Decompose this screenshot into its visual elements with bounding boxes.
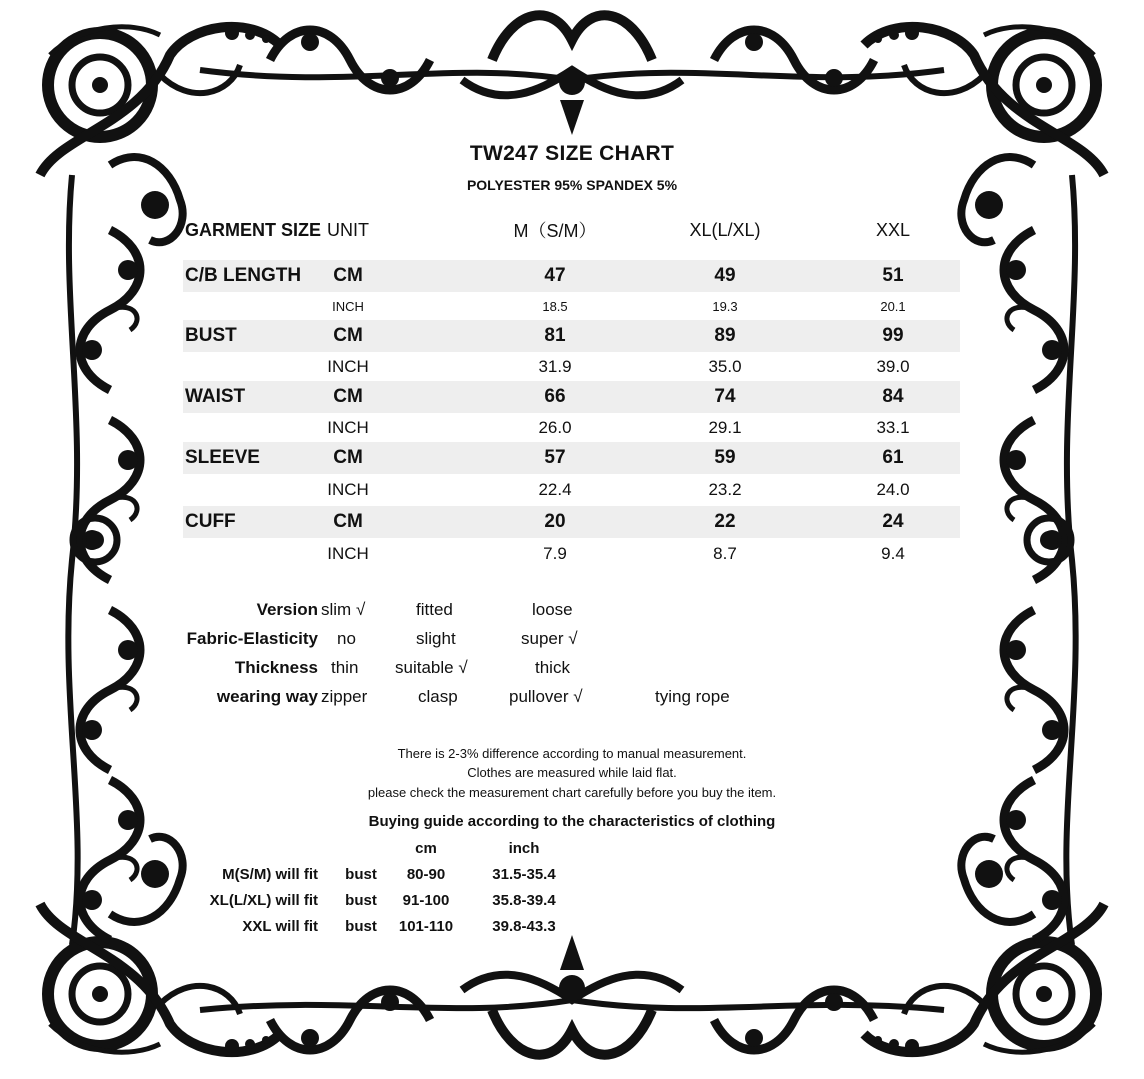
cell-xxl: 99 xyxy=(882,325,904,346)
guide-part: bust xyxy=(345,892,377,909)
feature-label: wearing way xyxy=(216,687,318,706)
guide-header-cm: cm xyxy=(415,840,437,857)
feature-label: Thickness xyxy=(234,658,318,677)
row-unit: INCH xyxy=(327,417,369,437)
feature-option: slim √ xyxy=(321,600,366,619)
row-label: C/B LENGTH xyxy=(185,265,302,286)
row-unit: INCH xyxy=(327,544,369,563)
row-unit: INCH xyxy=(332,298,364,314)
feature-option: thick xyxy=(535,658,570,677)
measurement-note: Clothes are measured while laid flat. xyxy=(467,765,677,780)
table-row xyxy=(183,260,960,292)
row-label: CUFF xyxy=(185,511,236,532)
feature-option: no xyxy=(337,629,356,648)
measurement-note: There is 2-3% difference according to manual measurement. xyxy=(397,746,747,761)
feature-row-elasticity xyxy=(0,629,1144,658)
guide-header-row xyxy=(0,840,1144,866)
guide-row xyxy=(0,866,1144,892)
table-row xyxy=(183,352,960,381)
feature-option: slight xyxy=(416,629,456,648)
feature-option: fitted xyxy=(416,600,453,619)
cell-xxl: 51 xyxy=(882,265,904,286)
row-label: BUST xyxy=(185,325,237,346)
feature-list xyxy=(0,600,1144,716)
cell-xxl: 33.1 xyxy=(876,417,910,437)
header-size-m: M（S/M） xyxy=(513,221,597,241)
feature-label: Version xyxy=(256,600,318,619)
table-row xyxy=(183,538,960,570)
row-unit: INCH xyxy=(327,356,369,376)
row-unit: CM xyxy=(333,325,363,346)
cell-xl: 89 xyxy=(714,325,736,346)
feature-option: zipper xyxy=(321,687,368,706)
row-unit: CM xyxy=(333,511,363,532)
row-unit: INCH xyxy=(327,480,369,499)
cell-xl: 35.0 xyxy=(708,356,742,376)
cell-m: 47 xyxy=(544,265,566,286)
guide-inch: 39.8-43.3 xyxy=(492,918,556,935)
feature-option: thin xyxy=(331,658,359,677)
cell-m: 31.9 xyxy=(538,356,572,376)
cell-xl: 8.7 xyxy=(713,544,737,563)
cell-xxl: 39.0 xyxy=(876,356,910,376)
fabric-composition: POLYESTER 95% SPANDEX 5% xyxy=(466,177,678,193)
row-unit: CM xyxy=(333,386,363,407)
guide-inch: 35.8-39.4 xyxy=(492,892,556,909)
cell-xl: 22 xyxy=(714,511,736,532)
guide-cm: 91-100 xyxy=(402,892,450,909)
header-garment-size: GARMENT SIZE xyxy=(185,220,322,240)
row-unit: CM xyxy=(333,265,363,286)
cell-xxl: 84 xyxy=(882,386,904,407)
guide-cm: 80-90 xyxy=(406,866,446,883)
cell-xl: 74 xyxy=(714,386,736,407)
chart-title: TW247 SIZE CHART xyxy=(469,142,675,165)
guide-row xyxy=(0,918,1144,944)
row-unit: CM xyxy=(333,447,363,468)
cell-m: 81 xyxy=(544,325,566,346)
table-row xyxy=(183,506,960,538)
guide-row xyxy=(0,892,1144,918)
cell-m: 26.0 xyxy=(538,417,572,437)
measurement-note: please check the measurement chart carefully before you buy the item. xyxy=(367,785,777,800)
feature-option: clasp xyxy=(418,687,458,706)
table-header-row xyxy=(183,200,960,260)
table-row xyxy=(183,381,960,413)
header-size-xxl: XXL xyxy=(875,219,911,240)
guide-size: XL(L/XL) will fit xyxy=(209,892,318,909)
feature-row-thickness xyxy=(0,658,1144,687)
header-size-xl: XL(L/XL) xyxy=(689,219,761,240)
table-row xyxy=(183,320,960,352)
feature-option: suitable √ xyxy=(395,658,468,677)
guide-inch: 31.5-35.4 xyxy=(492,866,556,883)
guide-part: bust xyxy=(345,866,377,883)
guide-part: bust xyxy=(345,918,377,935)
table-row xyxy=(183,474,960,506)
cell-m: 20 xyxy=(544,511,566,532)
cell-m: 57 xyxy=(544,447,566,468)
guide-size: XXL will fit xyxy=(242,918,318,935)
cell-xl: 59 xyxy=(714,447,736,468)
cell-xxl: 24.0 xyxy=(876,480,910,499)
feature-row-version xyxy=(0,600,1144,629)
cell-xl: 49 xyxy=(714,265,736,286)
feature-label: Fabric-Elasticity xyxy=(186,629,318,648)
cell-xxl: 24 xyxy=(882,511,904,532)
table-row xyxy=(183,413,960,442)
header-unit: UNIT xyxy=(327,219,369,240)
feature-row-wearing-way xyxy=(0,687,1144,716)
buying-guide-title: Buying guide according to the characteristics of clothing xyxy=(368,813,776,830)
buying-guide xyxy=(0,840,1144,944)
row-label: SLEEVE xyxy=(185,447,260,468)
cell-xxl: 9.4 xyxy=(881,544,905,563)
cell-m: 22.4 xyxy=(538,480,572,499)
cell-xl: 29.1 xyxy=(708,417,742,437)
cell-xl: 23.2 xyxy=(708,480,742,499)
guide-cm: 101-110 xyxy=(398,918,454,935)
feature-option: tying rope xyxy=(655,687,730,706)
feature-option: loose xyxy=(532,600,573,619)
cell-xxl: 61 xyxy=(882,447,904,468)
row-label: WAIST xyxy=(185,386,246,407)
table-row xyxy=(183,292,960,320)
guide-header-inch: inch xyxy=(508,840,540,857)
cell-m: 7.9 xyxy=(543,544,567,563)
cell-m: 66 xyxy=(544,386,566,407)
guide-size: M(S/M) will fit xyxy=(222,866,318,883)
feature-option: pullover √ xyxy=(509,687,583,706)
size-table xyxy=(183,200,960,570)
table-row xyxy=(183,442,960,474)
cell-m: 18.5 xyxy=(542,298,568,314)
feature-option: super √ xyxy=(521,629,578,648)
cell-xxl: 20.1 xyxy=(880,298,906,314)
cell-xl: 19.3 xyxy=(712,298,738,314)
